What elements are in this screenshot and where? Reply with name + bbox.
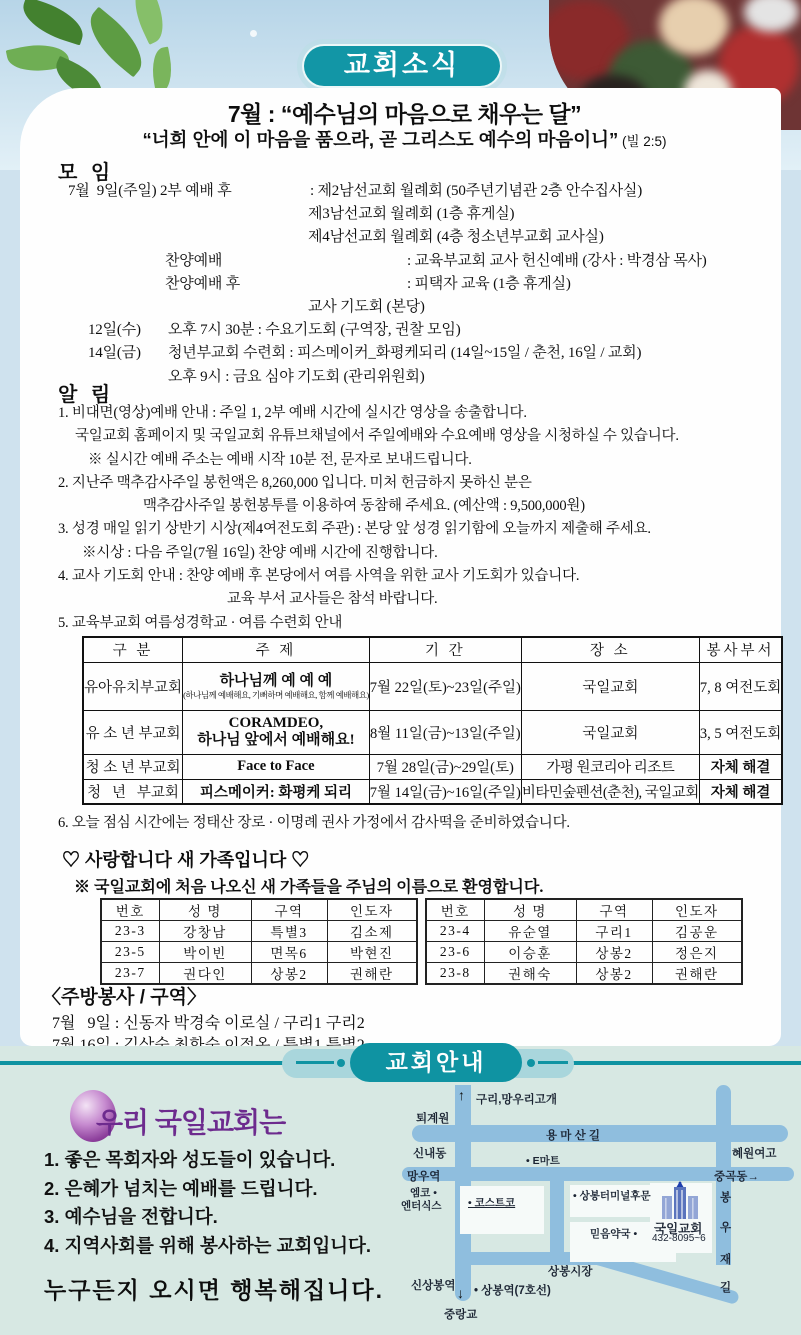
meeting-line: 교사 기도회 (본당): [308, 299, 425, 316]
map-label-toegyewon: 퇴계원: [416, 1113, 450, 1125]
table-row: 23-4 유순열 구리1 김공운: [426, 921, 742, 942]
map-road-vertical-mid: [550, 1167, 564, 1265]
map-label-bongujae-2: 우: [720, 1222, 732, 1234]
map-label-bongujae-3: 재: [720, 1254, 732, 1266]
col-header: 구 분: [83, 637, 183, 662]
table-header-row: 번호 성 명 구역 인도자: [101, 899, 417, 921]
bible-verse: “너희 안에 이 마음을 품으라, 곧 그리스도 예수의 마음이니” (빌 2:5): [142, 129, 667, 150]
meetings-heading: 모 임: [58, 162, 115, 184]
map-label-costco: • 코스트코: [468, 1197, 516, 1209]
kitchen-service-line: 7월 9일 : 신동자 박경숙 이로실 / 구리1 구리2: [52, 1015, 365, 1032]
table-row: 유 소 년 부교회 CORAMDEO, 하나님 앞에서 예배해요! 8월 11일(금)~13일(주일) 국일교회 3, 5 여전도회: [83, 710, 782, 754]
meetings-list: [58, 180, 751, 389]
announcements-list: [58, 402, 751, 635]
table-row: 유아유치부교회 하나님께 예 예 예 (하나님께 예배해요, 기뻐하며 예배해요, 함께 예배해요) 7월 22일(토)~23일(주일) 국일교회 7, 8 여전도회: [83, 662, 782, 710]
announcement-line: 6. 오늘 점심 시간에는 정태산 장로 · 이명례 권사 가정에서 감사떡을 준비하였습니다.: [58, 815, 570, 831]
map-label-pharmacy: 믿음약국 •: [590, 1228, 638, 1240]
content-panel: [20, 88, 781, 1046]
col-header: 주 제: [183, 637, 370, 662]
sparkle-decoration: [250, 30, 257, 37]
intro-item: 3. 예수님을 전합니다.: [44, 1206, 218, 1227]
welcome-slogan: 누구든지 오시면 행복해집니다.: [44, 1277, 385, 1303]
meeting-line: 제4남선교회 월례회 (4층 청소년부교회 교사실): [308, 229, 604, 246]
new-family-note: ※ 국일교회에 처음 나오신 새 가족들을 주님의 이름으로 환영합니다.: [74, 879, 544, 896]
announcement-line: 교육 부서 교사들은 참석 바랍니다.: [227, 591, 438, 608]
verse-reference: (빌 2:5): [618, 134, 667, 149]
table-row: 23-6 이승훈 상봉2 정은지: [426, 942, 742, 963]
meeting-line: 찬양예배 : 교육부교회 교사 헌신예배 (강사 : 박경삼 목사): [165, 252, 707, 269]
church-building-icon: [658, 1181, 702, 1219]
col-header: 장 소: [521, 637, 699, 662]
badge-dot-decoration: [527, 1059, 535, 1067]
table-row: 23-8 권해숙 상봉2 권해란: [426, 963, 742, 985]
intro-item: 2. 은혜가 넘치는 예배를 드립니다.: [44, 1177, 318, 1199]
map-label-sinnae: 신내동: [413, 1148, 447, 1160]
announcements-heading: 알 림: [58, 384, 115, 406]
news-section-badge: 교회소식: [302, 44, 502, 88]
map-label-emco: 엠코 •: [410, 1187, 437, 1199]
north-arrow-icon: ↑: [458, 1087, 465, 1103]
meeting-line: 오후 9시 : 금요 심야 기도회 (관리위원회): [168, 368, 425, 385]
announcement-line: 1. 비대면(영상)예배 안내 : 주일 1, 2부 예배 시간에 실시간 영상을 송출합니다.: [58, 405, 527, 421]
meeting-line: 제3남선교회 월례회 (1층 휴게실): [308, 206, 515, 223]
new-family-table-left: [100, 898, 418, 985]
location-map: [398, 1085, 798, 1333]
announcement-line: 국일교회 홈페이지 및 국일교회 유튜브채널에서 주일예배와 수요예배 영상을 시청하실 수 있습니다.: [75, 428, 679, 445]
announcement-line: 5. 교육부교회 여름성경학교 · 여름 수련회 안내: [58, 614, 343, 631]
church-intro-title: 우리 국일교회는: [96, 1107, 286, 1138]
map-label-yongmasan-road: 용 마 산 길: [546, 1130, 601, 1142]
kitchen-service-heading: 〈주방봉사 / 구역〉: [42, 987, 206, 1008]
map-label-jungnang: 중랑교: [444, 1309, 478, 1321]
intro-item: 4. 지역사회를 위해 봉사하는 교회입니다.: [44, 1234, 372, 1256]
south-arrow-icon: ↓: [457, 1285, 464, 1301]
table-header-row: 번호 성 명 구역 인도자: [426, 899, 742, 921]
new-family-heading: ♡ 사랑합니다 새 가족입니다 ♡: [62, 850, 310, 870]
col-header: 기 간: [369, 637, 521, 662]
announcement-line: ※ 실시간 예배 주소는 예배 시작 10분 전, 문자로 보내드립니다.: [88, 451, 472, 468]
summer-program-table: [82, 636, 783, 805]
announcement-line: 4. 교사 기도회 안내 : 찬양 예배 후 본당에서 여름 사역을 위한 교사 기도회가 있습니다.: [58, 568, 580, 585]
map-label-terminal: • 상봉터미널후문: [573, 1190, 651, 1202]
badge-dash-decoration: [538, 1061, 568, 1064]
map-label-junggok: 중곡동→: [714, 1171, 759, 1183]
map-block: [460, 1186, 544, 1234]
church-intro-list: [44, 1146, 371, 1260]
map-label-sangbong-station: • 상봉역(7호선): [474, 1285, 551, 1297]
guide-section-badge: 교회안내: [350, 1043, 522, 1082]
meeting-line: 7월 9일(주일) 2부 예배 후 : 제2남선교회 월례회 (50주년기념관 2층 안수집사실): [68, 183, 643, 199]
map-label-guri: 구리,망우리고개: [476, 1094, 557, 1106]
theme-title: 하나님께 예 예 예: [219, 672, 333, 689]
badge-dot-decoration: [337, 1059, 345, 1067]
new-family-table-right: [425, 898, 743, 985]
map-label-hyewon: 혜원여고: [732, 1148, 777, 1160]
announcement-line: 맥추감사주일 봉헌봉투를 이용하여 동참해 주세요. (예산액 : 9,500,000원): [143, 498, 585, 515]
table-row: 23-5 박이빈 면목6 박현진: [101, 942, 417, 963]
table-row: 23-3 강창남 특별3 김소제: [101, 921, 417, 942]
map-label-church-name: 국일교회: [654, 1222, 703, 1236]
map-label-bongujae-4: 길: [720, 1282, 732, 1294]
theme-subtitle: (하나님께 예배해요, 기뻐하며 예배해요, 함께 예배해요): [183, 689, 369, 700]
table-row: 청 년 부교회 피스메이커: 화평케 되리 7월 14일(금)~16일(주일) 비타민숲펜션(춘천), 국일교회 자체 해결: [83, 779, 782, 804]
month-title: 7월 : “예수님의 마음으로 채우는 달”: [227, 101, 582, 127]
badge-dash-decoration: [296, 1061, 334, 1064]
meeting-line: 12일(수) 오후 7시 30분 : 수요기도회 (구역장, 권찰 모임): [88, 322, 461, 339]
map-label-church-phone: 432-8095~6: [652, 1233, 706, 1244]
announcement-line: 3. 성경 매일 읽기 상반기 시상(제4여전도회 주관) : 본당 앞 성경 읽기함에 오늘까지 제출해 주세요.: [58, 521, 651, 538]
new-family-tables: [100, 898, 743, 985]
map-label-bongujae-1: 봉: [720, 1192, 732, 1204]
table-header-row: [83, 637, 782, 662]
map-label-market: 상봉시장: [548, 1266, 593, 1278]
map-label-entersix: 엔터식스: [401, 1200, 442, 1212]
map-label-emart: • E마트: [526, 1155, 560, 1167]
meeting-line: 찬양예배 후 : 피택자 교육 (1층 휴게실): [165, 275, 571, 292]
map-label-sinsangbong: 신상봉역: [411, 1280, 456, 1292]
table-row: 23-7 권다인 상봉2 권해란: [101, 963, 417, 985]
col-header: 봉사부서: [699, 637, 782, 662]
announcement-line: ※시상 : 다음 주일(7월 16일) 찬양 예배 시간에 진행합니다.: [82, 544, 438, 561]
meeting-line: 14일(금) 청년부교회 수련회 : 피스메이커_화평케되리 (14일~15일 / 춘천, 16일 / 교회): [88, 345, 642, 362]
map-label-mangu-station: 망우역: [407, 1171, 441, 1183]
intro-item: 1. 좋은 목회자와 성도들이 있습니다.: [44, 1149, 336, 1170]
announcement-line: 2. 지난주 맥추감사주일 봉헌액은 8,260,000 입니다. 미처 헌금하지 못하신 분은: [58, 474, 532, 491]
table-row: 청 소 년 부교회 Face to Face 7월 28일(금)~29일(토) 가평 원코리아 리조트 자체 해결: [83, 754, 782, 779]
